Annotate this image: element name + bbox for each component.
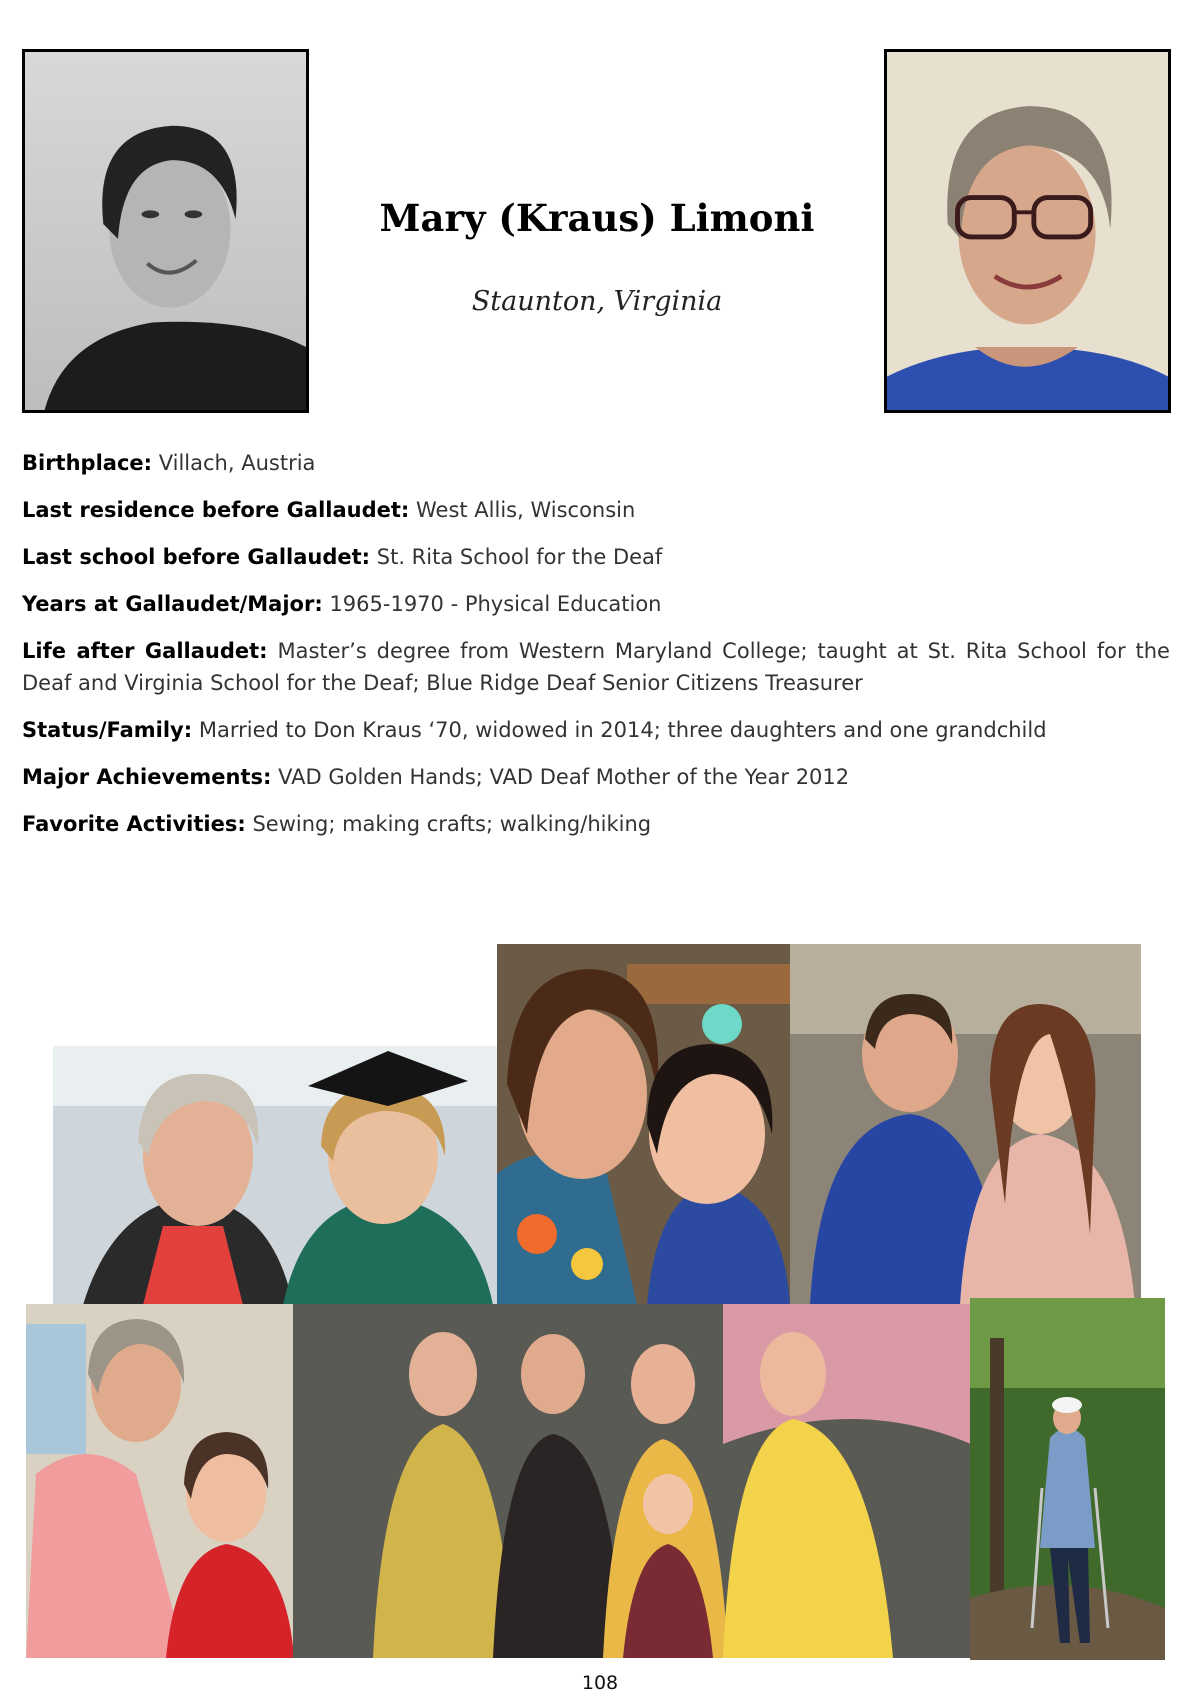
hiking-photo [970, 1298, 1165, 1660]
fact-label: Favorite Activities: [22, 812, 246, 836]
fact-achievements [22, 761, 1170, 793]
fact-value: Sewing; making crafts; walking/hiking [252, 812, 652, 836]
graduation-photo [53, 1046, 498, 1305]
biography-facts [22, 447, 1170, 855]
mother-daughter-photo [497, 944, 790, 1305]
couple-photo [790, 944, 1141, 1305]
fact-activities [22, 808, 1170, 840]
fact-label: Life after Gallaudet: [22, 639, 268, 663]
fact-last-residence [22, 494, 1170, 526]
family-group-photo [293, 1304, 971, 1658]
fact-value: West Allis, Wisconsin [416, 498, 636, 522]
fact-value: Villach, Austria [158, 451, 316, 475]
fact-label: Major Achievements: [22, 765, 272, 789]
person-name: Mary (Kraus) Limoni [379, 196, 815, 240]
fact-label: Years at Gallaudet/Major: [22, 592, 323, 616]
grandma-child-photo [26, 1304, 294, 1658]
fact-label: Birthplace: [22, 451, 153, 475]
page-number: 108 [581, 1672, 619, 1694]
fact-value: Married to Don Kraus ‘70, widowed in 2014; three daughters and one grandchild [198, 718, 1047, 742]
fact-label: Status/Family: [22, 718, 193, 742]
fact-value: St. Rita School for the Deaf [376, 545, 663, 569]
fact-status-family [22, 714, 1170, 746]
fact-value: Master’s degree from Western Maryland College; taught at St. Rita School for the Deaf and Virginia School for the Deaf; Blue Ridge Deaf Senior Citizens Treasurer [22, 639, 1170, 695]
fact-years-major [22, 588, 1170, 620]
fact-value: 1965-1970 - Physical Education [329, 592, 662, 616]
fact-last-school [22, 541, 1170, 573]
fact-value: VAD Golden Hands; VAD Deaf Mother of the Year 2012 [278, 765, 850, 789]
fact-life-after [22, 635, 1170, 699]
person-location: Staunton, Virginia [471, 286, 723, 317]
fact-label: Last school before Gallaudet: [22, 545, 371, 569]
fact-birthplace [22, 447, 1170, 479]
recent-portrait [884, 49, 1171, 413]
yearbook-portrait [22, 49, 309, 413]
fact-label: Last residence before Gallaudet: [22, 498, 410, 522]
